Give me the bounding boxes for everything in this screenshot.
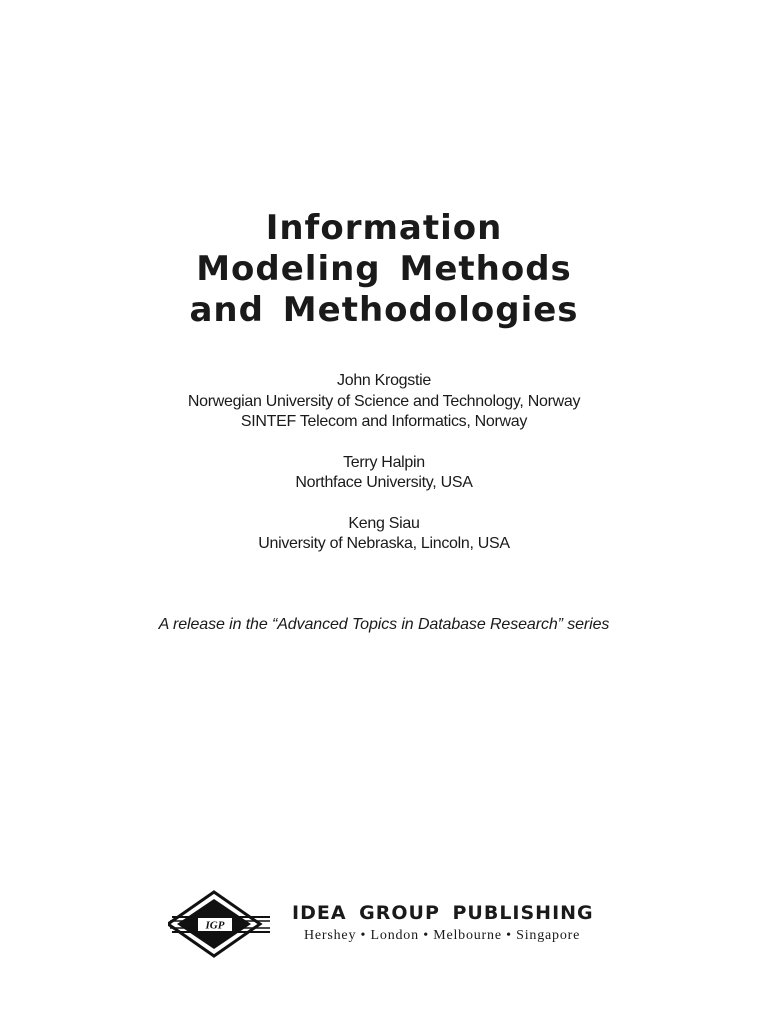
- author-affiliation: University of Nebraska, Lincoln, USA: [258, 535, 510, 552]
- publisher-name: IDEA GROUP PUBLISHING: [292, 902, 594, 924]
- book-title: [0, 208, 768, 331]
- title-line-3: and Methodologies: [189, 290, 579, 330]
- author-name: Keng Siau: [348, 514, 420, 532]
- title-line-2: Modeling Methods: [196, 249, 572, 289]
- author-affiliation: Norwegian University of Science and Technology, Norway: [187, 392, 581, 410]
- title-line-1: Information: [265, 208, 503, 248]
- series-note: A release in the “Advanced Topics in Database Research” series: [158, 616, 610, 633]
- author-krogstie: [0, 371, 768, 433]
- author-affiliation: SINTEF Telecom and Informatics, Norway: [240, 413, 528, 430]
- author-affiliation: Northface University, USA: [295, 474, 473, 491]
- author-name: John Krogstie: [337, 372, 431, 389]
- author-siau: [0, 514, 768, 555]
- igp-logo-icon: [168, 890, 272, 958]
- publisher-cities: Hershey • London • Melbourne • Singapore: [304, 928, 581, 943]
- author-name: Terry Halpin: [343, 453, 425, 471]
- author-list: [0, 371, 768, 575]
- logo-text: IGP: [205, 919, 225, 932]
- author-halpin: [0, 453, 768, 494]
